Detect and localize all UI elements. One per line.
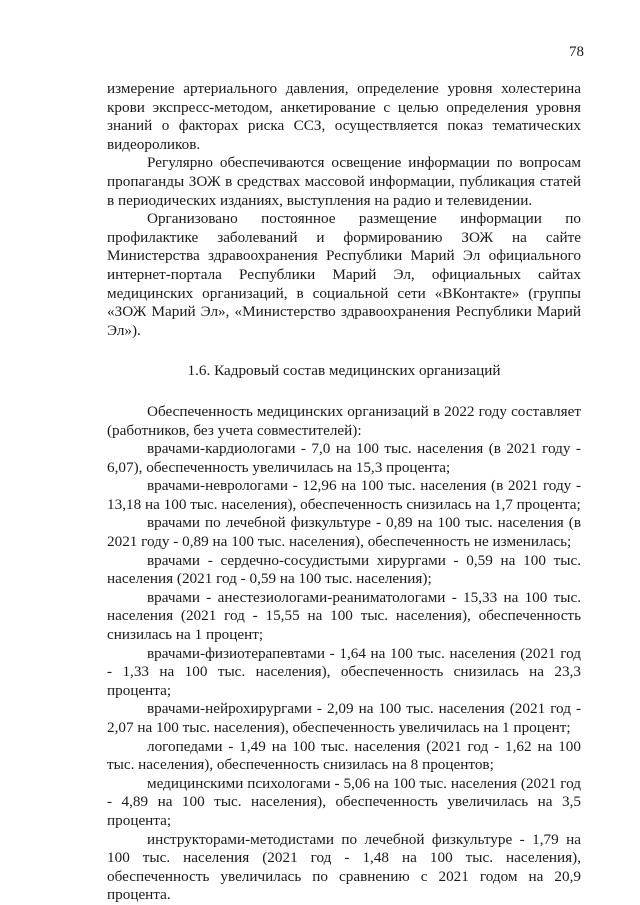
paragraph: Обеспеченность медицинских организаций в 2022 году составляет (работников, без учета совместителей): xyxy=(107,402,581,439)
page-number: 78 xyxy=(569,44,584,60)
page-body xyxy=(107,80,581,905)
list-item: врачами по лечебной физкультуре - 0,89 на 100 тыс. населения (в 2021 году - 0,89 на 100 тыс. населения), обеспеченность не изменилась; xyxy=(107,514,581,551)
list-item: инструкторами-методистами по лечебной физкультуре - 1,79 на 100 тыс. населения (2021 год - 1,48 на 100 тыс. населения), обеспеченность увеличилась по сравнению с 2021 годом на 20,9 процента. xyxy=(107,830,581,904)
list-item: логопедами - 1,49 на 100 тыс. населения (2021 год - 1,62 на 100 тыс. населения), обеспеченность снизилась на 8 процентов; xyxy=(107,737,581,774)
list-item: врачами-физиотерапевтами - 1,64 на 100 тыс. населения (2021 год - 1,33 на 100 тыс. населения), обеспеченность снизилась на 23,3 процента; xyxy=(107,644,581,699)
paragraph: Организовано постоянное размещение информации по профилактике заболеваний и формированию ЗОЖ на сайте Министерства здравоохранения Республики Марий Эл официального интернет-портала Республики Марий Эл, официальных сайтах медицинских организаций, в социальной сети «ВКонтакте» (группы «ЗОЖ Марий Эл», «Министерство здравоохранения Республики Марий Эл»). xyxy=(107,210,581,339)
list-item: медицинскими психологами - 5,06 на 100 тыс. населения (2021 год - 4,89 на 100 тыс. населения), обеспеченность увеличилась на 3,5 процента; xyxy=(107,774,581,829)
list-item: врачами - сердечно-сосудистыми хирургами - 0,59 на 100 тыс. населения (2021 год - 0,59 на 100 тыс. населения); xyxy=(107,551,581,588)
list-item: врачами-нейрохирургами - 2,09 на 100 тыс. населения (2021 год - 2,07 на 100 тыс. населения), обеспеченность увеличилась на 1 процент; xyxy=(107,700,581,736)
list-item: врачами-неврологами - 12,96 на 100 тыс. населения (в 2021 году - 13,18 на 100 тыс. населения), обеспеченность снизилась на 1,7 процента; xyxy=(107,477,581,513)
paragraph: Регулярно обеспечиваются освещение информации по вопросам пропаганды ЗОЖ в средствах массовой информации, публикация статей в периодических изданиях, выступления на радио и телевидении. xyxy=(107,154,581,209)
list-item: врачами-кардиологами - 7,0 на 100 тыс. населения (в 2021 году - 6,07), обеспеченность увеличилась на 15,3 процента; xyxy=(107,440,581,476)
list-item: врачами - анестезиологами-реаниматологами - 15,33 на 100 тыс. населения (2021 год - 15,55 на 100 тыс. населения), обеспеченность снизилась на 1 процент; xyxy=(107,588,581,644)
paragraph: измерение артериального давления, определение уровня холестерина крови экспресс-методом, анкетирование с целью определения уровня знаний о факторах риска ССЗ, осуществляется показ тематических видеороликов. xyxy=(107,80,581,153)
section-heading: 1.6. Кадровый состав медицинских организаций xyxy=(187,362,501,380)
